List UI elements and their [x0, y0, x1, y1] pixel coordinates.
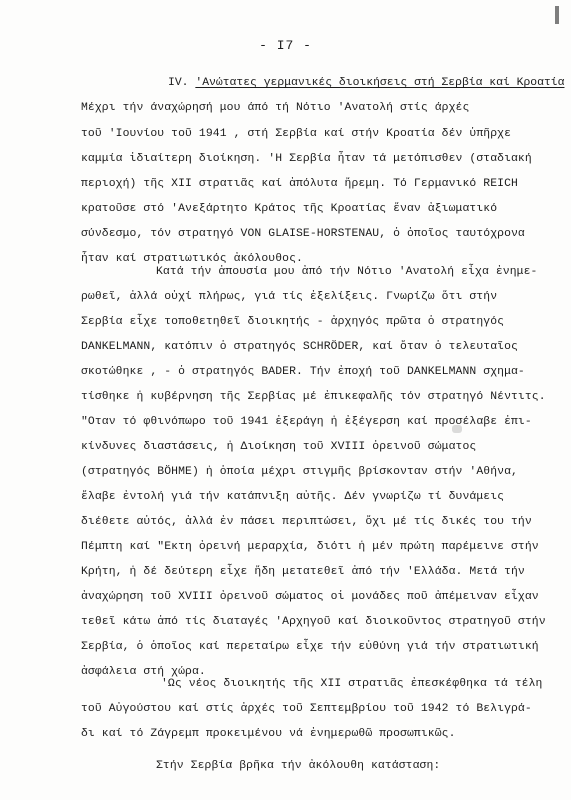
text-line: σκοτώθηκε , - ὁ στρατηγός BADER. Τήν ἐποχή τοῦ DANKELMANN σχημα-: [81, 366, 525, 378]
text-line: σύνδεσμο, τόν στρατηγό VON GLAISE-HORSTENAU, ὁ ὁποῖος ταυτόχρονα: [81, 228, 525, 240]
text-line: καμμία ἰδιαίτερη διοίκηση. 'Η Σερβία ἦταν τά μετόπισθεν (σταδιακή: [81, 153, 532, 165]
text-line: (στρατηγός BÖHME) ἡ ὁποία μέχρι στιγμῆς βρίσκονταν στήν 'Αθήνα,: [81, 466, 518, 478]
text-line: 'Ως νέος διοικητής τῆς XII στρατιᾶς ἐπεσκέφθηκα τά τέλη: [161, 678, 543, 690]
text-line: τοῦ 'Ιουνίου τοῦ 1941 , στή Σερβία καί στήν Κροατία δέν ὑπῆρχε: [81, 128, 512, 140]
text-line: περιοχή) τῆς XII στρατιᾶς καί ἀπόλυτα ἤρεμη. Τό Γερμανικό REICH: [81, 178, 518, 190]
text-line: Μέχρι τήν άναχώρησή μου άπό τή Νότιο 'Ανατολή στίς άρχές: [81, 102, 470, 114]
text-line: Σερβία εἶχε τοποθετηθεῖ διοικητής - ἀρχηγός πρῶτα ὁ στρατηγός: [81, 316, 505, 328]
text-line: ρωθεῖ, ἀλλά οὐχί πλήρως, γιά τίς ἐξελίξεις. Γνωρίζω ὅτι στήν: [81, 291, 498, 303]
text-line: Κατά τήν ἀπουσία μου ἀπό τήν Νότιο 'Ανατολή εἶχα ἐνημε-: [156, 266, 538, 278]
text-line: τεθεῖ κάτω ἀπό τίς διαταγές 'Αρχηγοῦ καί διοικοῦντος στρατηγοῦ στήν: [81, 616, 546, 628]
text-line: τίσθηκε ἡ κυβέρνηση τῆς Σερβίας μέ ἐπικεφαλῆς τόν στρατηγό Νέντιτς.: [81, 391, 546, 403]
section-title: 'Ανώτατες γερμανικές διοικήσεις στή Σερβία καί Κροατία: [195, 77, 565, 89]
text-line: δι καί τό Ζάγρεμπ προκειμένου νά ἐνημερωθῶ προσωπικῶς.: [81, 728, 456, 740]
text-line: κρατοῦσε στό 'Ανεξάρτητο Κράτος τῆς Κροατίας ἕναν ἀξιωματικό: [81, 203, 498, 215]
text-line: Σερβία, ὁ ὁποῖος καί περεταίρω εἶχε τήν εὐθύνη γιά τήν στρατιωτική: [81, 641, 539, 653]
text-line: ἀναχώρηση τοῦ XVIII ὀρεινοῦ σώματος οἱ μονάδες ποῦ ἀπέμειναν εἶχαν: [81, 591, 539, 603]
text-line: Στήν Σερβία βρῆκα τήν ἀκόλουθη κατάσταση:: [156, 760, 441, 772]
section-number: IV.: [168, 77, 189, 89]
page-number: - I7 -: [259, 38, 312, 53]
text-line: "Οταν τό φθινόπωρο τοῦ 1941 ἐξεράγη ἡ ἐξέγερση καί προσέλαβε ἐπι-: [81, 416, 532, 428]
text-line: τοῦ Αὐγούστου καί στίς ἀρχές τοῦ Σεπτεμβρίου τοῦ 1942 τό Βελιγρά-: [81, 703, 532, 715]
scan-edge-mark: [555, 6, 559, 24]
text-line: ἦταν καί στρατιωτικός ἀκόλουθος.: [81, 253, 303, 265]
text-line: DANKELMANN, κατόπιν ὁ στρατηγός SCHRÖDER, καί ὅταν ὁ τελευταῖος: [81, 341, 518, 353]
text-line: ἀσφάλεια στή χώρα.: [81, 666, 206, 678]
text-line: Κρήτη, ἡ δέ δεύτερη εἶχε ἤδη μετατεθεῖ ἀπό τήν 'Ελλάδα. Μετά τήν: [81, 566, 525, 578]
text-line: κίνδυνες διαστάσεις, ἡ Διοίκηση τοῦ XVIII ὀρεινοῦ σώματος: [81, 441, 477, 453]
section-heading: [168, 77, 568, 89]
text-line: διέθετε αὐτός, ἀλλά ἐν πάσει περιπτώσει, ὄχι μέ τίς δικές του τήν: [81, 516, 532, 528]
text-line: Πέμπτη καί "Εκτη ὀρεινή μεραρχία, διότι ἡ μέν πρώτη παρέμεινε στήν: [81, 541, 539, 553]
text-line: ἔλαβε ἐντολή γιά τήν κατάπνιξη αὐτῆς. Δέν γνωρίζω τί δυνάμεις: [81, 491, 505, 503]
scan-smudge: [452, 425, 462, 433]
